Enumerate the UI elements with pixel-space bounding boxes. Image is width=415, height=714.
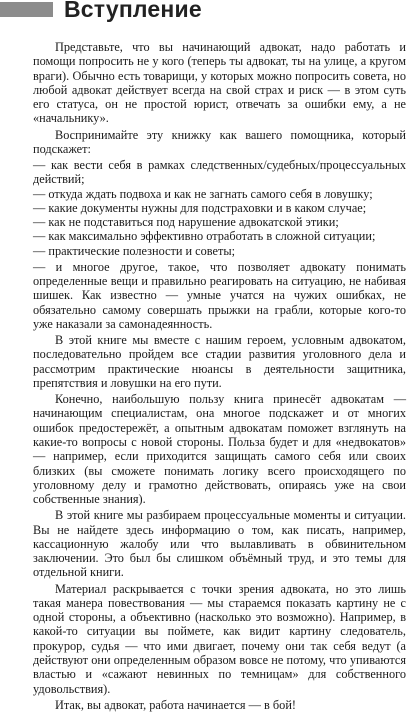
chapter-body bbox=[33, 40, 406, 714]
advice-list bbox=[33, 158, 406, 258]
paragraph-scope: В этой книге мы разбираем процессуальные моменты и ситуации. Вы не найдете здесь информацию о том, как писать, например, кассационную жалобу или что вылавливать в обвинительном заключении. Это был бы слишком объёмный труд, и это темы для отдельной книги. bbox=[33, 508, 406, 580]
list-item: — практические полезности и советы; bbox=[33, 244, 406, 258]
paragraph-intro: Представьте, что вы начинающий адвокат, надо работать и помощи попросить не у кого (теперь ты адвокат, ты на улице, а кругом враги). Обычно есть товарищи, у которых можно попросить совета, но любой адвокат действует всегда на свой страх и риск — в этом суть его статуса, он не простой юрист, отвечать за ошибки ему, а не «начальнику». bbox=[33, 40, 406, 126]
list-item: — откуда ждать подвоха и как не загнать самого себя в ловушку; bbox=[33, 187, 406, 201]
paragraph-book-path: В этой книге мы вместе с нашим героем, условным адвокатом, последовательно пройдем все стадии развития уголовного дела и рассмотрим практические нюансы в деятельности защитника, препятствия и ловушки на его пути. bbox=[33, 333, 406, 391]
paragraph-helper: Воспринимайте эту книжку как вашего помощника, который подскажет: bbox=[33, 127, 406, 156]
list-item: — как вести себя в рамках следственных/судебных/процессуальных действий; bbox=[33, 158, 406, 187]
paragraph-benefit: Конечно, наибольшую пользу книга принесёт адвокатам — начинающим специалистам, она многое подскажет и от многих ошибок предостережёт, а опытным адвокатам поможет взглянуть на какие-то вопросы с новой стороны. Польза будет и для «недвокатов» — например, если приходится защищать самого себя или своих близких (вы сможете понимать логику всего происходящего по уголовному делу и грамотно действовать, опираясь уже на свои собственные знания). bbox=[33, 392, 406, 507]
paragraph-perspective: Материал раскрывается с точки зрения адвоката, но это лишь такая манера повествования — мы стараемся показать картину не с одной стороны, а объективно (насколько это возможно). Например, в какой-то ситуации вы поймете, как видит картину следователь, прокурор, судья — что ими двигает, почему они так себя ведут (а действуют они определенным образом вовсе не потому, что упиваются властью и «сажают невинных по темницам» для собственного удовольствия). bbox=[33, 581, 406, 696]
paragraph-closing: Итак, вы адвокат, работа начинается — в бой! bbox=[55, 697, 296, 712]
list-item: — как не подставиться под нарушение адвокатской этики; bbox=[33, 215, 406, 229]
chapter-header-bar bbox=[0, 2, 53, 17]
list-item: — какие документы нужны для подстраховки и в каком случае; bbox=[33, 201, 406, 215]
chapter-title: Вступление bbox=[64, 0, 202, 22]
list-item: — как максимально эффективно отработать в сложной ситуации; bbox=[33, 229, 406, 243]
paragraph-and-more: — и многое другое, такое, что позволяет адвокату понимать определенные вещи и правильно реагировать на ситуацию, не набивая шишек. Как известно — умные учатся на чужих ошибках, не обязательно самому совершать прыжки на грабли, которые кого-то уже наказали за самонадеянность. bbox=[33, 259, 406, 332]
